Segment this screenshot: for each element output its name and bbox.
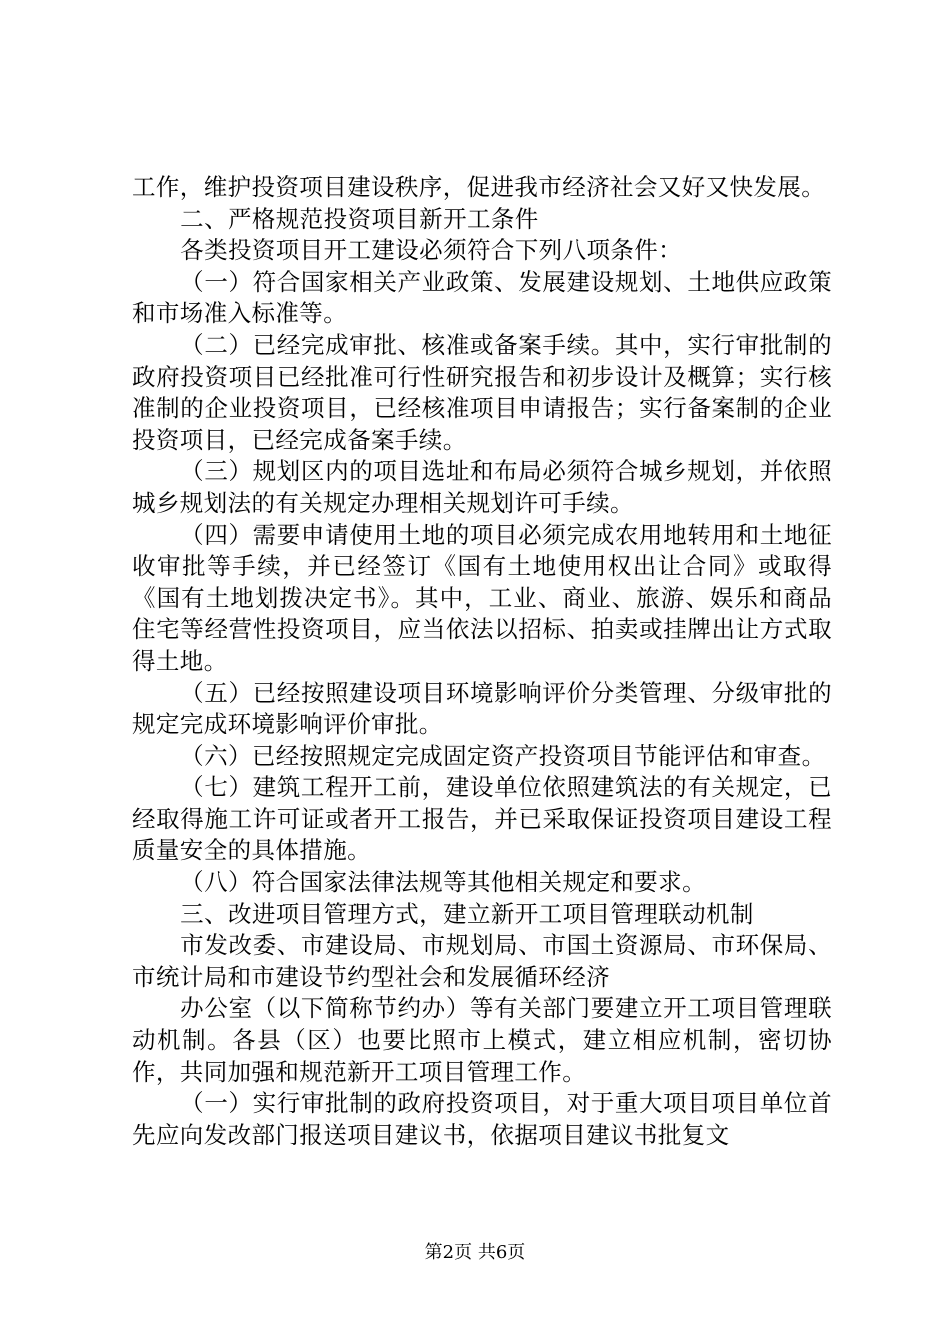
- paragraph: 办公室（以下简称节约办）等有关部门要建立开工项目管理联动机制。各县（区）也要比照市上模式，建立相应机制，密切协作，共同加强和规范新开工项目管理工作。: [132, 994, 832, 1086]
- page-footer: [0, 1242, 950, 1264]
- list-item: （一）实行审批制的政府投资项目，对于重大项目项目单位首先应向发改部门报送项目建议书，依据项目建议书批复文: [132, 1089, 832, 1149]
- list-item: （四）需要申请使用土地的项目必须完成农用地转用和土地征收审批等手续，并已经签订《国有土地使用权出让合同》或取得《国有土地划拨决定书》。其中，工业、商业、旅游、娱乐和商品住宅等经营性投资项目，应当依法以招标、拍卖或挂牌出让方式取得土地。: [132, 520, 832, 675]
- list-item: （八）符合国家法律法规等其他相关规定和要求。: [180, 868, 706, 897]
- paragraph: 工作，维护投资项目建设秩序，促进我市经济社会又好又快发展。: [132, 173, 826, 201]
- list-item: （五）已经按照建设项目环境影响评价分类管理、分级审批的规定完成环境影响评价审批。: [132, 678, 832, 739]
- list-item: （二）已经完成审批、核准或备案手续。其中，实行审批制的政府投资项目已经批准可行性研究报告和初步设计及概算；实行核准制的企业投资项目，已经核准项目申请报告；实行备案制的企业投资项目，已经完成备案手续。: [132, 330, 832, 454]
- list-item: （七）建筑工程开工前，建设单位依照建筑法的有关规定，已经取得施工许可证或者开工报告，并已采取保证投资项目建设工程质量安全的具体措施。: [132, 773, 832, 865]
- paragraph: 市发改委、市建设局、市规划局、市国土资源局、市环保局、市统计局和市建设节约型社会和发展循环经济: [132, 931, 832, 991]
- document-body: [132, 172, 832, 1151]
- list-item: （六）已经按照规定完成固定资产投资项目节能评估和审查。: [180, 741, 826, 770]
- page-number: 第2页 共6页: [424, 1242, 526, 1263]
- section-heading: 二、严格规范投资项目新开工条件: [180, 204, 539, 233]
- paragraph: 各类投资项目开工建设必须符合下列八项条件：: [180, 236, 683, 265]
- section-heading: 三、改进项目管理方式，建立新开工项目管理联动机制: [180, 899, 754, 928]
- list-item: （一）符合国家相关产业政策、发展建设规划、土地供应政策和市场准入标准等。: [132, 267, 832, 328]
- list-item: （三）规划区内的项目选址和布局必须符合城乡规划，并依照城乡规划法的有关规定办理相关规划许可手续。: [132, 457, 832, 517]
